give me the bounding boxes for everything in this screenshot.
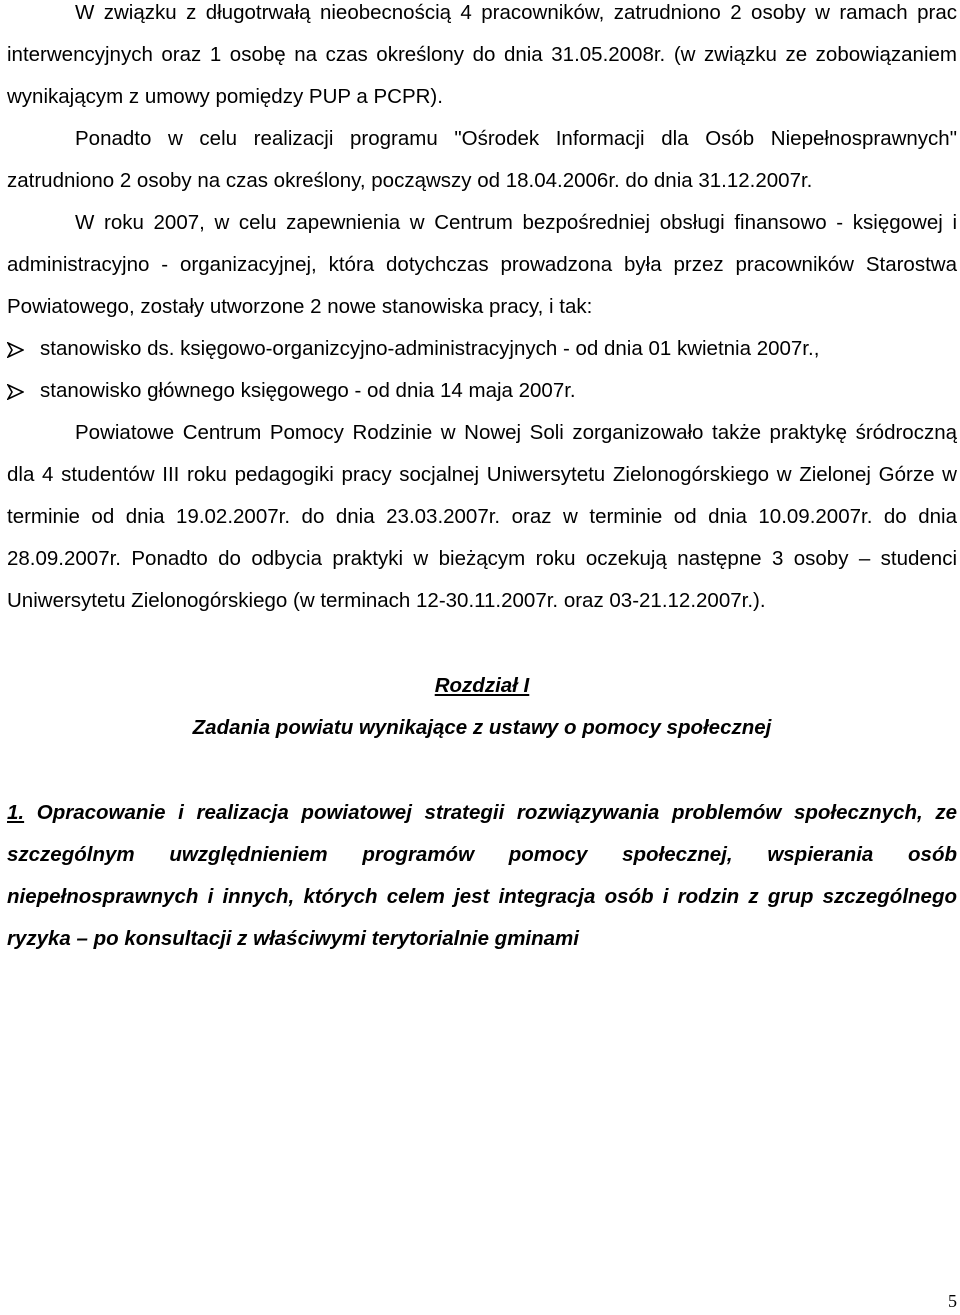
positions-list [7, 328, 957, 412]
list-item [7, 370, 957, 412]
paragraph-new-positions: W roku 2007, w celu zapewnienia w Centrum bezpośredniej obsługi finansowo - księgowej i administracyjno - organizacyjnej, która dotychczas prowadzona była przez pracowników Starostwa Powiatowego, zostały utworzone 2 nowe stanowiska pracy, i tak: [7, 211, 957, 318]
list-item-text: stanowisko głównego księgowego - od dnia 14 maja 2007r. [40, 379, 576, 402]
section-text-after: po konsultacji z właściwymi terytorialnie gminami [93, 927, 579, 950]
arrowhead-bullet-icon [7, 384, 24, 400]
document-page [7, 0, 957, 960]
list-item [7, 328, 957, 370]
section-dash: – [76, 927, 88, 950]
section-1-heading [7, 792, 957, 960]
paragraph-internship: Powiatowe Centrum Pomocy Rodzinie w Nowej Soli zorganizowało także praktykę śródroczną dla 4 studentów III roku pedagogiki pracy socjalnej Uniwersytetu Zielonogórskiego w Zielonej Górze w terminie od dnia 19.02.2007r. do dnia 23.03.2007r. oraz w terminie od dnia 10.09.2007r. do dnia 28.09.2007r. Ponadto do odbycia praktyki w bieżącym roku oczekują następne 3 osoby – studenci Uniwersytetu Zielonogórskiego (w terminach 12-30.11.2007r. oraz 03-21.12.2007r.). [7, 421, 957, 612]
paragraph-staff-absence: W związku z długotrwałą nieobecnością 4 pracowników, zatrudniono 2 osoby w ramach prac interwencyjnych oraz 1 osobę na czas określony do dnia 31.05.2008r. (w związku ze zobowiązaniem wynikającym z umowy pomiędzy PUP a PCPR). [7, 1, 957, 108]
section-text-before: Opracowanie i realizacja powiatowej strategii rozwiązywania problemów społecznych, ze szczególnym uwzględnieniem programów pomocy społecznej, wspierania osób niepełnosprawnych i innych, których celem jest integracja osób i rodzin z grup szczególnego ryzyka [7, 801, 957, 950]
paragraph-information-center: Ponadto w celu realizacji programu "Ośrodek Informacji dla Osób Niepełnosprawnych" zatrudniono 2 osoby na czas określony, począwszy od 18.04.2006r. do dnia 31.12.2007r. [7, 127, 957, 192]
list-item-text: stanowisko ds. księgowo-organizcyjno-administracyjnych - od dnia 01 kwietnia 2007r., [40, 337, 820, 360]
section-number: 1. [7, 801, 25, 824]
arrowhead-bullet-icon [7, 342, 24, 358]
chapter-subtitle: Zadania powiatu wynikające z ustawy o pomocy społecznej [192, 716, 772, 739]
page-number: 5 [948, 1291, 957, 1311]
chapter-title: Rozdział I [434, 674, 530, 697]
